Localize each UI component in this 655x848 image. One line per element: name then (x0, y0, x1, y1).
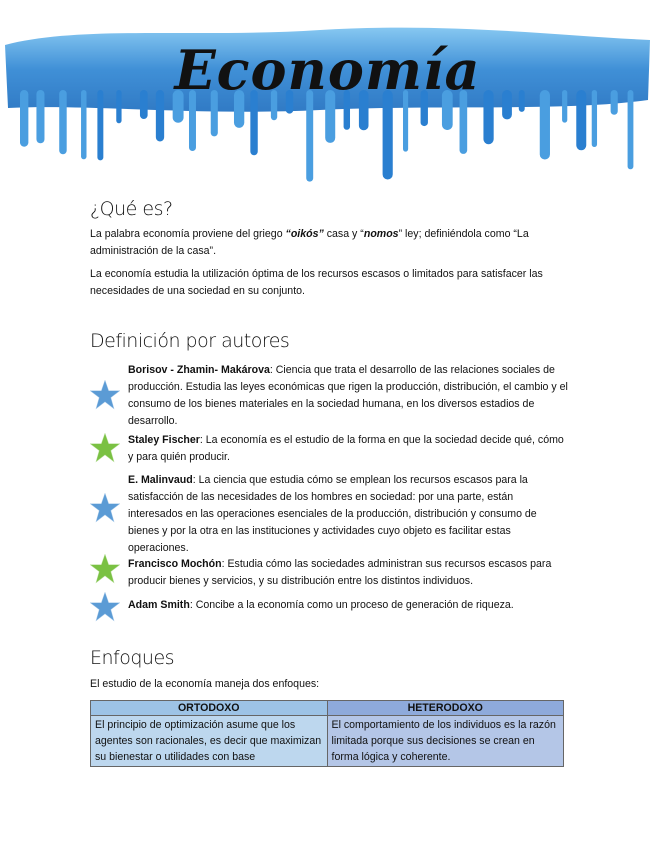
cell-ortodoxo: El principio de optimización asume que los agentes son racionales, es decir que maximizan su bienestar o utilidades con base (91, 716, 328, 767)
author-text: : Ciencia que trata el desarrollo de las relaciones sociales de producción. Estudia las leyes económicas que rigen la producción, distribución, el cambio y el consumo de los bienes materiales en la sociedad humana, en los diversos estadios de desarrollo. (128, 364, 568, 427)
heading-que-es: ¿Qué es? (90, 198, 173, 220)
author-definition (128, 597, 568, 614)
text: ” ley; definiéndola como “La administración de la casa”. (90, 228, 529, 257)
author-text: : Concibe a la economía como un proceso de generación de riqueza. (189, 599, 514, 611)
header-heterodoxo: HETERODOXO (327, 701, 564, 716)
author-name: Staley Fischer (128, 434, 200, 446)
cell-heterodoxo: El comportamiento de los individuos es la razón limitada porque sus decisiones se crean en forma lógica y coherente. (327, 716, 564, 767)
star-icon (90, 493, 120, 523)
author-name: Adam Smith (128, 599, 190, 611)
author-definition (128, 556, 568, 590)
author-name: Francisco Mochón (128, 558, 222, 570)
author-definition (128, 432, 568, 466)
heading-enfoques: Enfoques (90, 647, 175, 669)
paragraph-definition: La economía estudia la utilización óptima de los recursos escasos o limitados para satisfacer las necesidades de una sociedad en su conjunto. (90, 268, 543, 297)
author-name: E. Malinvaud (128, 474, 193, 486)
header-ortodoxo: ORTODOXO (91, 701, 328, 716)
heading-autores: Definición por autores (90, 330, 290, 352)
star-icon (90, 433, 120, 463)
page-title: Economía (174, 38, 481, 102)
author-definition (128, 362, 568, 430)
author-text: : La ciencia que estudia cómo se emplean los recursos escasos para la satisfacción de las necesidades de los hombres en sociedad: por una parte, están interesados en las operaciones esenciales de la producción, distribución y consumo de bienes y por la otra en las instituciones y actividades cuyo objeto es facilitar estas operaciones. (128, 474, 537, 554)
author-text: : La economía es el estudio de la forma en que la sociedad decide qué, cómo y para quién producir. (128, 434, 564, 463)
star-icon (90, 380, 120, 410)
paragraph-etymology (90, 226, 570, 260)
star-icon (90, 592, 120, 622)
enfoques-intro: El estudio de la economía maneja dos enfoques: (90, 678, 320, 690)
author-definition (128, 472, 568, 557)
term-nomos: nomos (363, 228, 399, 240)
term-oikos: “oikós” (285, 228, 324, 240)
author-text: : Estudia cómo las sociedades administran sus recursos escasos para producir bienes y servicios, y su distribución entre los distintos individuos. (128, 558, 552, 587)
text: La palabra economía proviene del griego (90, 228, 286, 240)
author-name: Borisov - Zhamin- Makárova (128, 364, 270, 376)
text: casa y “ (323, 228, 364, 240)
star-icon (90, 554, 120, 584)
enfoques-table (90, 700, 564, 767)
